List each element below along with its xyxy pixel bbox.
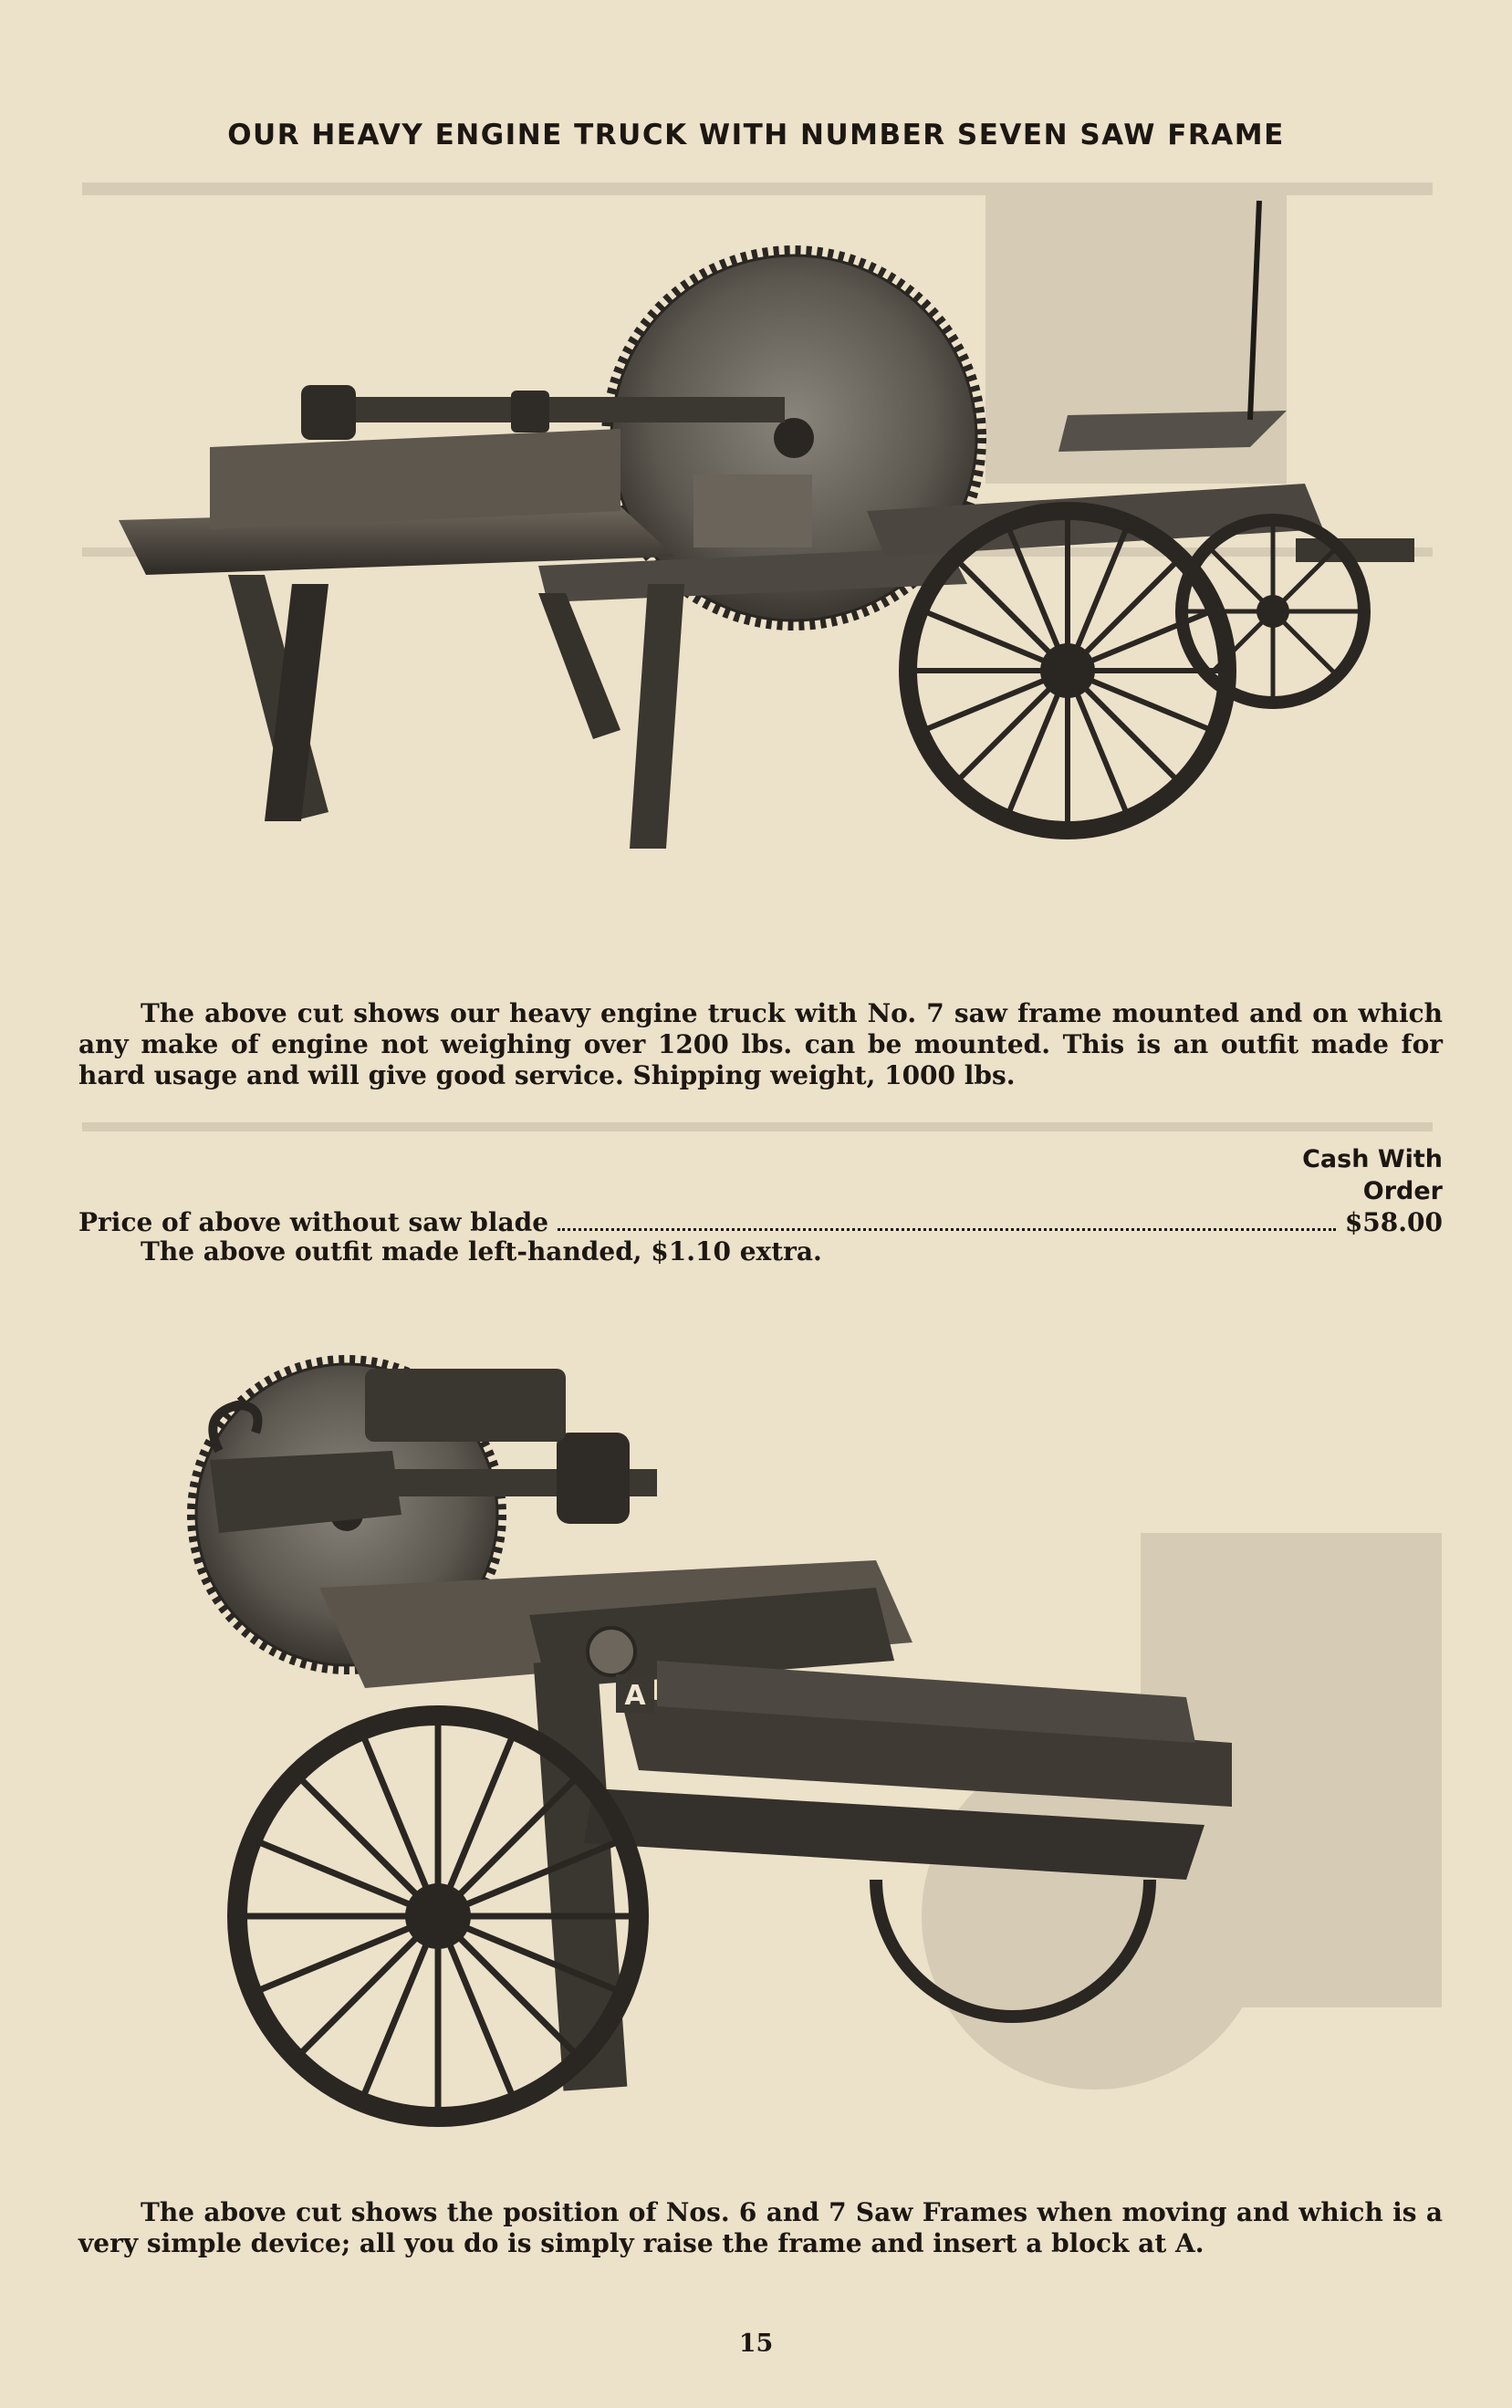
figure1-caption: The above cut shows our heavy engine truck with No. 7 saw frame mounted and on which any make of engine not weighing over 1200 lbs. can be mounted. This is an outfit made for hard usage and will give good service. Shipping weight, 1000 lbs. — [78, 998, 1443, 1090]
price-header-line1: Cash With — [1302, 1145, 1443, 1173]
price-item-label: Price of above without saw blade — [78, 1207, 549, 1237]
truck-wheel-front — [1182, 520, 1364, 703]
truck-wheel-rear — [908, 511, 1227, 830]
figure2-caption: The above cut shows the position of Nos. 6 and 7 Saw Frames when moving and which is a very simple device; all you do is simply raise the frame and insert a block at A. — [78, 2197, 1443, 2258]
block-position-label: A — [624, 1680, 646, 1712]
price-row — [78, 1207, 1443, 1237]
frame-wheel — [237, 1715, 639, 2117]
price-item-value: $58.00 — [1344, 1207, 1443, 1237]
page-number: 15 — [738, 2330, 774, 2358]
engine-truck-illustration — [109, 182, 1414, 985]
saw-frame-moving-illustration — [182, 1314, 1232, 2190]
page-title: OUR HEAVY ENGINE TRUCK WITH NUMBER SEVEN SAW FRAME — [227, 119, 1285, 151]
dot-leader — [558, 1228, 1336, 1231]
price-column-header — [1302, 1143, 1443, 1207]
left-handed-note: The above outfit made left-handed, $1.10 extra. — [141, 1236, 822, 1267]
price-header-line2: Order — [1362, 1177, 1443, 1205]
